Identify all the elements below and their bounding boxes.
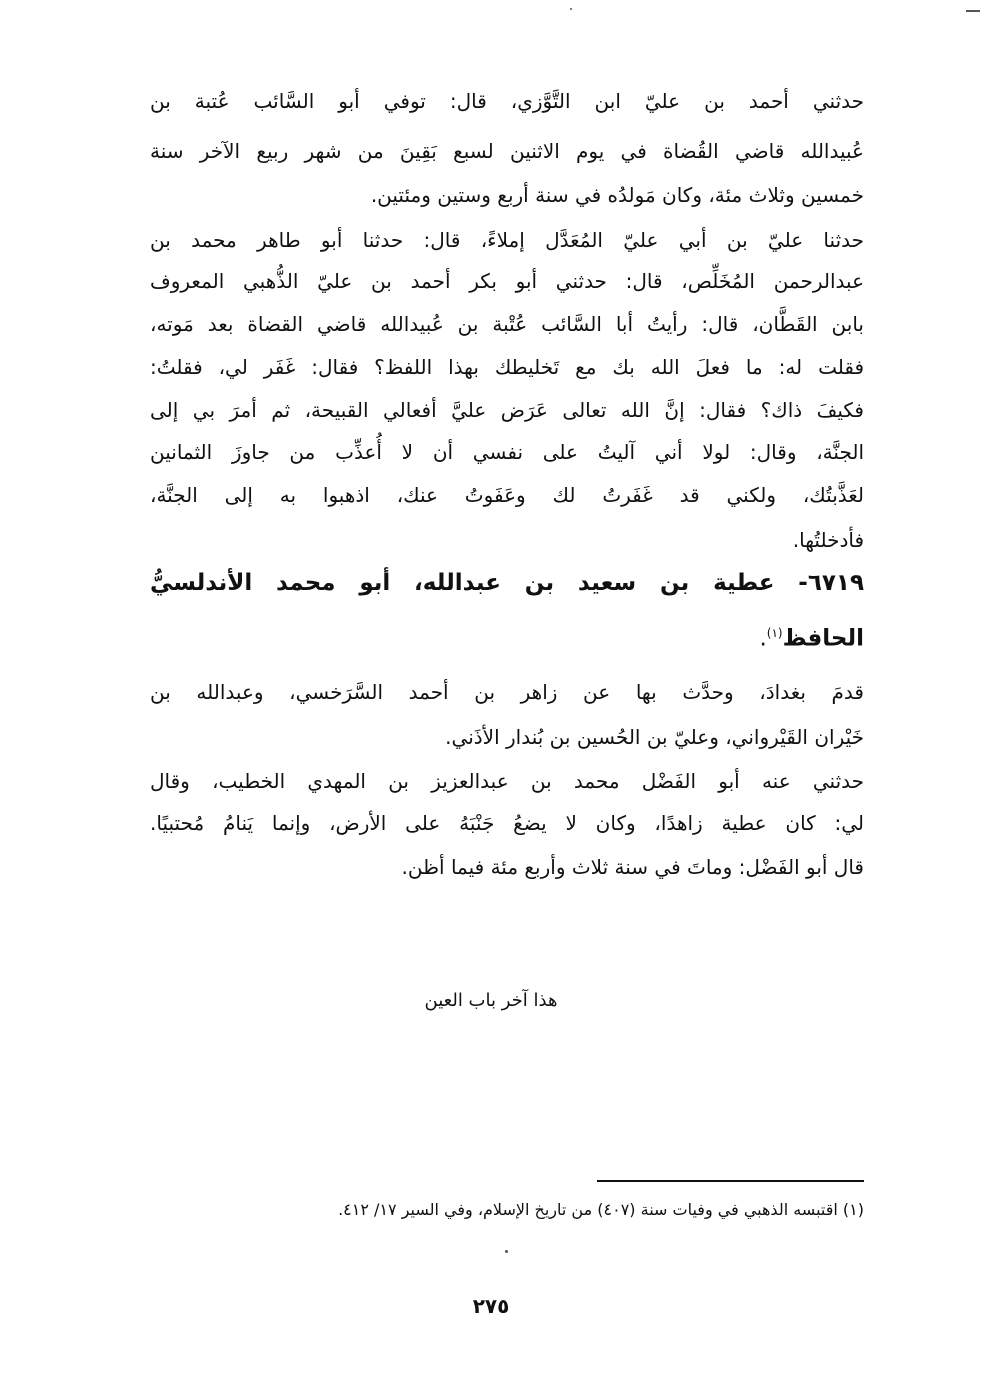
entry-heading: ٦٧١٩- عطية بن سعيد بن عبدالله، أبو محمد الأندلسيُّ bbox=[150, 570, 864, 596]
text-line: قدمَ بغدادَ، وحدَّث بها عن زاهر بن أحمد السَّرَخسي، وعبدالله بن bbox=[150, 680, 864, 704]
heading-end: . bbox=[759, 625, 767, 652]
text-line: بابن القَطَّان، قال: رأيتُ أبا السَّائب عُتْبة بن عُبيدالله قاضي القضاة بعد مَوته، bbox=[150, 312, 864, 336]
text-line: الجنَّة، وقال: لولا أني آليتُ على نفسي أن لا أُعذِّب من جاوزَ الثمانين bbox=[150, 440, 864, 464]
text-line: حدثني عنه أبو الفَضْل محمد بن عبدالعزيز بن المهدي الخطيب، وقال bbox=[150, 769, 864, 793]
text-line: عُبيدالله قاضي القُضاة في يوم الاثنين لسبع بَقِينَ من شهر ربيع الآخر سنة bbox=[150, 139, 864, 163]
text-line: فقلت له: ما فعلَ الله بك مع تَخليطك بهذا اللفظ؟ فقال: غَفَر لي، فقلتُ: bbox=[150, 355, 864, 379]
chapter-end-note: هذا آخر باب العين bbox=[424, 990, 558, 1011]
text-line: حدثني أحمد بن عليّ ابن التَّوَّزي، قال: توفي أبو السَّائب عُتبة بن bbox=[150, 89, 864, 113]
page-number: ٢٧٥ bbox=[472, 1294, 510, 1318]
text-line: فأدخلتُها. bbox=[792, 528, 864, 552]
text-line: لعَذَّبتُك، ولكني قد غَفَرتُ لك وعَفَوتُ عنك، اذهبوا به إلى الجنَّة، bbox=[150, 483, 864, 507]
entry-heading-cont bbox=[150, 618, 864, 654]
scan-speck bbox=[570, 8, 572, 10]
scan-mark bbox=[966, 10, 980, 12]
scan-speck bbox=[505, 1250, 508, 1253]
footnote-rule bbox=[597, 1180, 864, 1182]
text-line: خَيْران القَيْرواني، وعليّ بن الحُسين بن بُندار الأذَني. bbox=[445, 725, 864, 749]
text-line: خمسين وثلاث مئة، وكان مَولدُه في سنة أربع وستين ومئتين. bbox=[370, 183, 864, 207]
text-line: فكيفَ ذاك؟ فقال: إنَّ الله تعالى عَرَض عليَّ أفعالي القبيحة، ثم أمرَ بي إلى bbox=[150, 398, 864, 422]
entry-heading-name: الحافظ bbox=[782, 625, 864, 652]
text-line: قال أبو الفَضْل: وماتَ في سنة ثلاث وأربع مئة فيما أظن. bbox=[401, 855, 864, 879]
footnote: (١) اقتبسه الذهبي في وفيات سنة (٤٠٧) من تاريخ الإسلام، وفي السير ١٧/ ٤١٢. bbox=[338, 1200, 864, 1219]
text-line: لي: كان عطية زاهدًا، وكان لا يضعُ جَنْبَهُ على الأرض، وإنما يَنامُ مُحتبيًا. bbox=[150, 811, 864, 835]
text-line: عبدالرحمن المُخَلِّص، قال: حدثني أبو بكر أحمد بن عليّ الذُّهبي المعروف bbox=[150, 269, 864, 293]
footnote-ref: (١) bbox=[766, 626, 783, 640]
text-line: حدثنا عليّ بن أبي عليّ المُعَدَّل إملاءً، قال: حدثنا أبو طاهر محمد بن bbox=[150, 228, 864, 252]
